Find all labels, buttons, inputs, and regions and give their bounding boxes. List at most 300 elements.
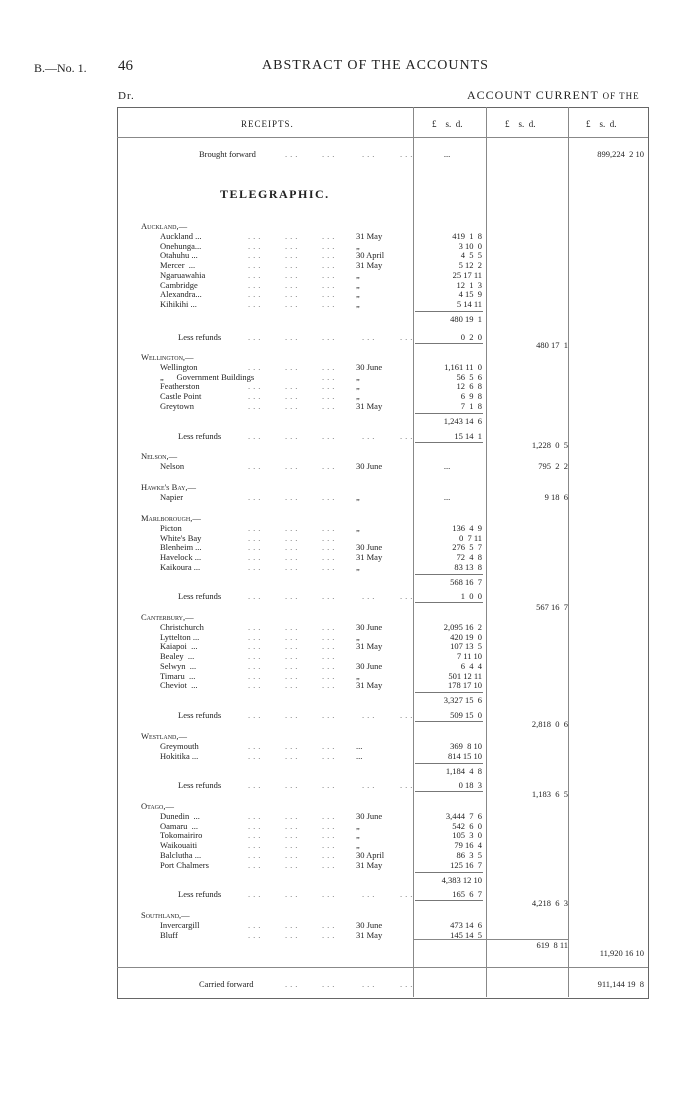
station-date: 31 May [356,552,383,563]
region-subtotal: 3,327 15 6 [443,695,482,706]
station-amount: 814 15 10 [448,750,482,761]
leader-dots: ... [248,840,264,851]
subtotal-rule [415,721,483,722]
leader-dots: ... [285,260,301,271]
station-name: Cambridge [160,279,198,290]
leader-dots: ... [400,332,416,342]
leader-dots: ... [322,250,338,261]
leader-dots: ... [322,279,338,290]
leader-dots: ... [322,149,338,159]
station-amount: 7 1 8 [460,400,482,411]
leader-dots: ... [322,400,338,411]
station-date: ... [356,741,363,751]
leader-dots: ... [322,811,338,821]
leader-dots: ... [400,710,416,720]
leader-dots: ... [285,811,301,821]
station-amount: 501 12 11 [448,670,482,681]
station-name: Selwyn ... [160,660,197,671]
leader-dots: ... [400,979,416,989]
leader-dots: ... [248,741,264,751]
station-amount: 2,095 16 2 [443,622,482,632]
leader-dots: ... [248,298,264,309]
station-date: 31 May [356,680,383,691]
leader-dots: ... [400,591,416,601]
page-number: 46 [118,58,133,74]
station-name: Greytown [160,400,194,411]
station-name: Wellington [160,362,198,372]
refund-amount: 509 15 0 [450,710,482,720]
subtotal-rule [415,791,483,792]
station-name: Hokitika ... [160,750,199,761]
leader-dots: ... [248,889,264,899]
station-name: Auckland ... [160,231,202,241]
station-name: Cheviot ... [160,680,198,691]
leader-dots: ... [285,641,301,652]
leader-dots: ... [248,849,264,860]
brought-forward-placeholder: ... [443,149,451,159]
leader-dots: ... [400,431,416,441]
leader-dots: ... [248,670,264,681]
station-name: Tokomairiro [160,830,203,841]
station-date: „ [356,298,360,309]
station-amount: 6 9 8 [460,391,482,402]
station-name: Picton [160,523,182,533]
brought-forward-label: Brought forward [199,149,256,159]
less-refunds-label: Less refunds [178,780,222,790]
region-heading: Marlborough,— [141,513,201,523]
leader-dots: ... [248,591,264,601]
leader-dots: ... [322,332,338,342]
leader-dots: ... [248,830,264,841]
leader-dots: ... [322,552,338,563]
account-heading-main: ACCOUNT CURRENT [467,88,603,102]
station-amount: 473 14 6 [450,920,482,930]
leader-dots: ... [285,631,301,642]
region-subtotal: 1,184 4 8 [445,765,482,776]
station-amount: 5 12 2 [458,260,482,271]
leader-dots: ... [285,391,301,402]
account-heading-small: OF THE [602,91,640,101]
leader-dots: ... [285,298,301,309]
leader-dots: ... [248,561,264,572]
station-amount: 4 5 5 [460,250,482,261]
leader-dots: ... [285,289,301,300]
station-amount: 420 19 0 [450,631,482,642]
leader-dots: ... [285,622,301,632]
region-heading: Westland,— [141,731,187,741]
station-name: Featherston [160,381,200,392]
leader-dots: ... [285,660,301,671]
station-amount: 56 5 6 [456,371,482,382]
station-name: Castle Point [160,391,202,402]
leader-dots: ... [322,523,338,533]
region-net-total: 567 16 7 [536,602,568,612]
station-amount: 25 17 11 [452,269,482,280]
station-date: „ [356,631,360,642]
leader-dots: ... [248,780,264,790]
station-name: Nelson [160,461,185,471]
region-subtotal: 568 16 7 [450,576,482,587]
station-amount: 79 16 4 [454,840,482,851]
subtotal-rule [415,602,483,603]
region-heading: Otago,— [141,801,174,811]
region-heading: Southland,— [141,910,190,920]
leader-dots: ... [322,680,338,691]
leader-dots: ... [322,979,338,989]
station-date: 30 June [356,362,383,372]
leader-dots: ... [322,830,338,841]
less-refunds-label: Less refunds [178,591,222,601]
station-amount: 105 3 0 [452,830,482,841]
leader-dots: ... [362,889,378,899]
leader-dots: ... [322,660,338,671]
leader-dots: ... [285,849,301,860]
region-subtotal: 4,383 12 10 [441,874,482,885]
station-name: Dunedin ... [160,811,200,821]
leader-dots: ... [285,240,301,251]
leader-dots: ... [322,750,338,761]
station-amount: 136 4 9 [452,523,482,533]
leader-dots: ... [248,332,264,342]
leader-dots: ... [322,371,338,382]
station-amount: 86 3 5 [456,849,482,860]
amount-column-header: £ s. d. [432,119,463,129]
leader-dots: ... [285,859,301,870]
subtotal-rule [415,692,483,693]
refund-amount: 0 18 3 [458,780,482,790]
less-refunds-label: Less refunds [178,332,222,342]
leader-dots: ... [362,149,378,159]
station-date: „ [356,279,360,290]
brought-forward-total: 899,224 2 10 [597,149,644,159]
station-amount: 5 14 11 [456,298,482,309]
subtotal-rule [415,413,483,414]
leader-dots: ... [285,561,301,572]
less-refunds-label: Less refunds [178,710,222,720]
station-name: Mercer ... [160,260,196,271]
leader-dots: ... [248,391,264,402]
station-amount: 12 6 8 [456,381,482,392]
leader-dots: ... [248,929,264,940]
refund-amount: 0 2 0 [460,332,482,342]
station-amount: 12 1 3 [456,279,482,290]
station-name: Havelock ... [160,552,202,563]
station-date: „ [356,830,360,841]
leader-dots: ... [322,289,338,300]
station-date: „ [356,269,360,280]
leader-dots: ... [285,651,301,662]
station-date: 30 June [356,461,383,471]
carried-forward-label: Carried forward [199,979,254,989]
leader-dots: ... [362,431,378,441]
leader-dots: ... [248,710,264,720]
less-refunds-label: Less refunds [178,889,222,899]
station-amount: 6 4 4 [460,660,482,671]
station-date: „ [356,820,360,831]
station-name: Kaikoura ... [160,561,201,572]
station-name: „ Government Buildings [160,371,255,382]
leader-dots: ... [322,431,338,441]
leader-dots: ... [322,631,338,642]
station-name: Otahuhu ... [160,250,198,261]
subtotal-rule [415,872,483,873]
leader-dots: ... [285,149,301,159]
leader-dots: ... [285,279,301,290]
station-name: Napier [160,492,184,502]
station-name: Christchurch [160,622,204,632]
subtotal-rule [415,343,483,344]
station-date: 30 April [356,849,385,860]
station-amount: 83 13 8 [454,561,482,572]
leader-dots: ... [322,840,338,851]
carried-forward-total: 911,144 19 8 [597,979,644,989]
leader-dots: ... [285,381,301,392]
leader-dots: ... [285,979,301,989]
leader-dots: ... [362,710,378,720]
region-net-total: 4,218 6 3 [531,898,568,908]
leader-dots: ... [285,929,301,940]
station-date: 30 April [356,250,385,261]
leader-dots: ... [285,400,301,411]
station-date: 30 June [356,920,383,930]
station-name: Greymouth [160,741,199,751]
leader-dots: ... [248,811,264,821]
region-heading: Nelson,— [141,451,178,461]
leader-dots: ... [285,532,301,543]
station-amount: 3 10 0 [458,240,482,251]
leader-dots: ... [248,260,264,271]
document-reference: B.—No. 1. [34,61,87,75]
leader-dots: ... [285,680,301,691]
leader-dots: ... [322,381,338,392]
leader-dots: ... [322,710,338,720]
leader-dots: ... [248,532,264,543]
station-date: „ [356,381,360,392]
leader-dots: ... [285,231,301,241]
station-date: 31 May [356,400,383,411]
station-name: Kihikihi ... [160,298,197,309]
leader-dots: ... [285,250,301,261]
leader-dots: ... [322,889,338,899]
region-subtotal: 1,243 14 6 [443,415,482,426]
subtotal-rule [415,900,483,901]
leader-dots: ... [322,391,338,402]
leader-dots: ... [322,231,338,241]
station-amount: 125 16 7 [450,859,482,870]
leader-dots: ... [322,591,338,601]
leader-dots: ... [248,622,264,632]
leader-dots: ... [322,461,338,471]
leader-dots: ... [362,780,378,790]
leader-dots: ... [362,332,378,342]
leader-dots: ... [248,641,264,652]
subtotal-rule [415,311,483,312]
debit-label: Dr. [118,90,135,102]
telegraphic-total: 11,920 16 10 [599,948,644,958]
leader-dots: ... [322,641,338,652]
leader-dots: ... [248,431,264,441]
station-date: 31 May [356,641,383,652]
leader-dots: ... [322,298,338,309]
station-date: 30 June [356,811,383,821]
leader-dots: ... [322,240,338,251]
station-name: Ngaruawahia [160,269,206,280]
leader-dots: ... [400,780,416,790]
station-date: „ [356,371,360,382]
leader-dots: ... [362,591,378,601]
leader-dots: ... [285,492,301,502]
station-date: 31 May [356,929,383,940]
station-amount: 107 13 5 [450,641,482,652]
leader-dots: ... [322,269,338,280]
region-heading: Canterbury,— [141,612,194,622]
leader-dots: ... [248,400,264,411]
leader-dots: ... [285,670,301,681]
leader-dots: ... [285,780,301,790]
leader-dots: ... [248,362,264,372]
leader-dots: ... [248,231,264,241]
leader-dots: ... [285,269,301,280]
leader-dots: ... [248,269,264,280]
leader-dots: ... [285,542,301,553]
region-net-total: 795 2 2 [538,461,568,471]
station-date: 30 June [356,542,383,553]
region-heading: Hawke's Bay,— [141,482,197,492]
station-amount: 7 11 10 [456,651,482,662]
station-name: Lyttelton ... [160,631,200,642]
leader-dots: ... [248,680,264,691]
leader-dots: ... [322,492,338,502]
station-date: „ [356,670,360,681]
leader-dots: ... [285,362,301,372]
region-net-total: 480 17 1 [536,340,568,350]
leader-dots: ... [322,622,338,632]
leader-dots: ... [248,820,264,831]
leader-dots: ... [285,920,301,930]
leader-dots: ... [322,859,338,870]
leader-dots: ... [400,149,416,159]
leader-dots: ... [285,820,301,831]
station-name: Balclutha ... [160,849,202,860]
leader-dots: ... [285,741,301,751]
region-subtotal: 480 19 1 [450,313,482,324]
leader-dots: ... [322,651,338,662]
station-date: 31 May [356,260,383,271]
station-name: Bluff [160,929,178,940]
leader-dots: ... [322,532,338,543]
amount-column-header: £ s. d. [505,119,536,129]
leader-dots: ... [248,289,264,300]
leader-dots: ... [322,741,338,751]
station-date: 30 June [356,660,383,671]
station-name: White's Bay [160,532,202,543]
station-name: Timaru ... [160,670,196,681]
region-net-total: 9 18 6 [544,492,568,502]
station-amount: ... [443,461,451,471]
leader-dots: ... [285,461,301,471]
subtotal-rule [415,763,483,764]
leader-dots: ... [248,859,264,870]
station-name: Alexandra... [160,289,202,300]
region-net-total: 619 8 11 [536,940,568,950]
station-amount: ... [443,492,451,502]
region-net-total: 1,228 0 5 [531,440,568,450]
leader-dots: ... [285,431,301,441]
leader-dots: ... [322,780,338,790]
leader-dots: ... [322,929,338,940]
leader-dots: ... [322,260,338,271]
leader-dots: ... [248,660,264,671]
station-date: „ [356,289,360,300]
station-name: Blenheim ... [160,542,202,553]
station-date: „ [356,561,360,572]
station-date: „ [356,391,360,402]
station-amount: 276 5 7 [452,542,482,553]
station-amount: 145 14 5 [450,929,482,940]
leader-dots: ... [322,670,338,681]
leader-dots: ... [285,591,301,601]
leader-dots: ... [248,240,264,251]
region-net-total: 2,818 0 6 [531,719,568,729]
page-title: ABSTRACT OF THE ACCOUNTS [262,58,489,73]
less-refunds-label: Less refunds [178,431,222,441]
leader-dots: ... [248,492,264,502]
station-name: Oamaru ... [160,820,199,831]
station-amount: 1,161 11 0 [444,362,482,372]
station-amount: 419 1 8 [452,231,482,241]
leader-dots: ... [400,889,416,899]
station-name: Waikouaiti [160,840,198,851]
region-heading: Auckland,— [141,221,188,231]
station-name: Kaiapoi ... [160,641,198,652]
leader-dots: ... [248,631,264,642]
station-name: Bealey ... [160,651,195,662]
refund-amount: 1 0 0 [460,591,482,601]
leader-dots: ... [362,979,378,989]
leader-dots: ... [285,750,301,761]
station-amount: 0 7 11 [458,532,482,543]
leader-dots: ... [285,830,301,841]
leader-dots: ... [248,750,264,761]
leader-dots: ... [285,523,301,533]
receipts-column-header: RECEIPTS. [241,119,294,129]
station-name: Onehunga... [160,240,202,251]
leader-dots: ... [322,820,338,831]
leader-dots: ... [248,250,264,261]
refund-amount: 15 14 1 [454,431,482,441]
leader-dots: ... [248,920,264,930]
station-amount: 542 6 0 [452,820,482,831]
section-title: TELEGRAPHIC. [220,187,330,201]
region-heading: Wellington,— [141,352,194,362]
leader-dots: ... [248,542,264,553]
station-name: Invercargill [160,920,200,930]
station-amount: 3,444 7 6 [445,811,482,821]
leader-dots: ... [248,552,264,563]
leader-dots: ... [285,552,301,563]
refund-amount: 165 6 7 [452,889,482,899]
leader-dots: ... [248,279,264,290]
station-date: „ [356,840,360,851]
leader-dots: ... [322,362,338,372]
leader-dots: ... [322,849,338,860]
station-date: „ [356,492,360,502]
leader-dots: ... [285,332,301,342]
station-date: ... [356,750,363,761]
leader-dots: ... [248,461,264,471]
station-amount: 4 15 9 [458,289,482,300]
subtotal-rule [415,442,483,443]
